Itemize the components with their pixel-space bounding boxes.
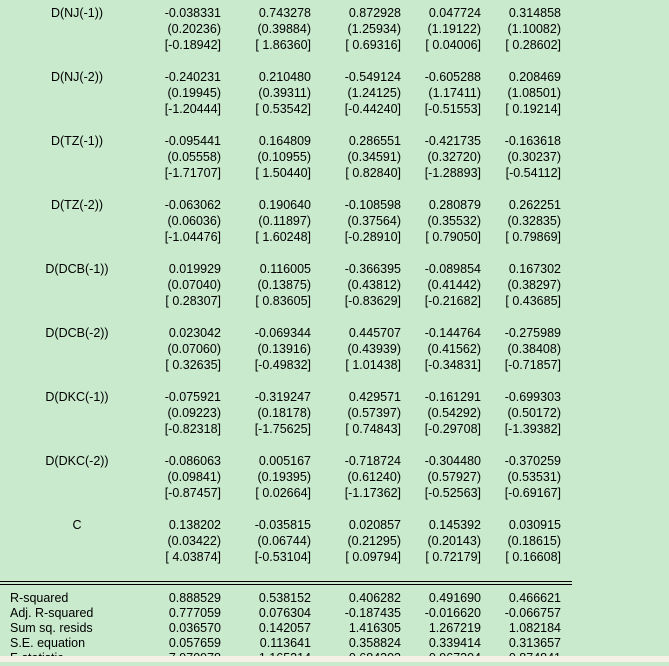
std-error-value: (0.13875): [257, 278, 311, 292]
coefficient-value: -0.366395: [344, 262, 401, 276]
t-statistic-value: [ 0.53542]: [255, 102, 311, 116]
t-statistic-value: [-0.52563]: [424, 486, 481, 500]
t-statistic-value: [-0.21682]: [424, 294, 481, 308]
coefficient-block: [0, 453, 669, 501]
block-values: [131, 517, 669, 565]
coefficient-value: 0.116005: [259, 262, 311, 276]
std-error-value: (0.05558): [167, 150, 221, 164]
t-statistic-value: [-0.44240]: [344, 102, 401, 116]
coefficient-value: 0.280879: [428, 198, 481, 212]
summary-value: 0.036570: [168, 621, 221, 635]
coefficient-value: -0.605288: [424, 70, 481, 84]
row-label: D(TZ(-2)): [50, 198, 104, 212]
summary-value: 0.313657: [508, 636, 561, 650]
coefficient-value: 0.429571: [348, 390, 401, 404]
coefficient-value: 0.030915: [508, 518, 561, 532]
t-statistic-value: [ 0.19214]: [505, 102, 561, 116]
coefficient-value: 0.164809: [258, 134, 311, 148]
std-error-value: (1.24125): [347, 86, 401, 100]
summary-value: 1.082184: [508, 621, 561, 635]
t-statistic-value: [ 0.82840]: [345, 166, 401, 180]
coefficient-block: [0, 197, 669, 245]
t-statistic-value: [-1.39382]: [504, 422, 561, 436]
coefficient-value: -0.304480: [424, 454, 481, 468]
std-error-value: (0.06036): [167, 214, 221, 228]
std-error-value: (0.37564): [347, 214, 401, 228]
summary-value: 0.113641: [259, 636, 311, 650]
t-statistic-value: [ 0.79869]: [505, 230, 561, 244]
t-statistic-value: [ 1.86360]: [255, 38, 311, 52]
t-statistic-value: [ 1.50440]: [255, 166, 311, 180]
row-label: D(DCB(-2)): [45, 326, 109, 340]
std-error-value: (0.20143): [427, 534, 481, 548]
t-statistic-value: [ 0.32635]: [165, 358, 221, 372]
summary-value: 0.142057: [258, 621, 311, 635]
t-statistic-value: [ 0.72179]: [425, 550, 481, 564]
coefficient-value: 0.023042: [168, 326, 221, 340]
t-statistic-value: [-0.69167]: [504, 486, 561, 500]
std-error-value: (0.35532): [427, 214, 481, 228]
summary-values: [131, 621, 669, 636]
summary-value: -0.016620: [424, 606, 481, 620]
coefficient-value: 0.190640: [258, 198, 311, 212]
t-statistic-value: [-0.87457]: [164, 486, 221, 500]
std-error-value: (0.09223): [167, 406, 221, 420]
std-error-value: (0.57397): [347, 406, 401, 420]
summary-label: Sum sq. resids: [10, 621, 93, 635]
t-statistic-value: [-1.17362]: [344, 486, 401, 500]
std-error-value: (0.20236): [167, 22, 221, 36]
t-statistic-value: [-0.82318]: [164, 422, 221, 436]
summary-value: 0.358824: [348, 636, 401, 650]
coefficient-value: -0.089854: [424, 262, 481, 276]
summary-value: 1.416305: [348, 621, 401, 635]
t-statistic-value: [ 4.03874]: [165, 550, 221, 564]
window-edge: [0, 656, 669, 662]
t-statistic-value: [ 0.28602]: [505, 38, 561, 52]
t-statistic-value: [-0.29708]: [424, 422, 481, 436]
summary-values: [131, 636, 669, 651]
std-error-value: (0.13916): [257, 342, 311, 356]
std-error-value: (0.06744): [257, 534, 311, 548]
coefficient-value: 0.047724: [428, 6, 481, 20]
std-error-value: (0.19945): [167, 86, 221, 100]
separator-double-line: [0, 581, 572, 585]
coefficient-value: -0.144764: [424, 326, 481, 340]
summary-value: 0.491690: [428, 591, 481, 605]
summary-value: -0.066757: [504, 606, 561, 620]
summary-label: R-squared: [10, 591, 69, 605]
coefficient-value: 0.138202: [168, 518, 221, 532]
coefficient-value: 0.020857: [348, 518, 401, 532]
coefficient-block: [0, 389, 669, 437]
std-error-value: (0.32835): [507, 214, 561, 228]
summary-label: Adj. R-squared: [10, 606, 94, 620]
std-error-value: (0.10955): [257, 150, 311, 164]
t-statistic-value: [ 0.04006]: [425, 38, 481, 52]
std-error-value: (0.19395): [257, 470, 311, 484]
std-error-value: (0.18615): [507, 534, 561, 548]
std-error-value: (0.50172): [507, 406, 561, 420]
coefficient-value: 0.145392: [428, 518, 481, 532]
coefficient-block: [0, 261, 669, 309]
block-values: [131, 133, 669, 181]
coefficient-value: -0.075921: [164, 390, 221, 404]
coefficient-block: [0, 325, 669, 373]
std-error-value: (0.07060): [167, 342, 221, 356]
std-error-value: (0.43812): [347, 278, 401, 292]
row-label: D(DKC(-2)): [45, 454, 109, 468]
coefficient-value: 0.314858: [508, 6, 561, 20]
row-label: D(NJ(-1)): [50, 6, 104, 20]
coefficient-value: -0.108598: [344, 198, 401, 212]
std-error-value: (0.11897): [258, 214, 311, 228]
t-statistic-value: [-0.71857]: [504, 358, 561, 372]
summary-value: 0.777059: [168, 606, 221, 620]
summary-row: [0, 606, 669, 621]
t-statistic-value: [-0.83629]: [344, 294, 401, 308]
coefficient-block: [0, 5, 669, 53]
t-statistic-value: [ 1.60248]: [255, 230, 311, 244]
t-statistic-value: [-1.04476]: [164, 230, 221, 244]
std-error-value: (0.07040): [167, 278, 221, 292]
row-label: C: [72, 518, 82, 532]
t-statistic-value: [ 1.01438]: [345, 358, 401, 372]
t-statistic-value: [ 0.16608]: [505, 550, 561, 564]
summary-value: 0.538152: [258, 591, 311, 605]
summary-values: [131, 591, 669, 606]
t-statistic-value: [ 0.69316]: [345, 38, 401, 52]
std-error-value: (1.10082): [507, 22, 561, 36]
std-error-value: (0.38297): [507, 278, 561, 292]
std-error-value: (0.21295): [347, 534, 401, 548]
std-error-value: (0.30237): [507, 150, 561, 164]
t-statistic-value: [ 0.43685]: [505, 294, 561, 308]
summary-value: -0.187435: [344, 606, 401, 620]
std-error-value: (0.41442): [427, 278, 481, 292]
block-values: [131, 261, 669, 309]
summary-value: 1.267219: [428, 621, 481, 635]
coefficient-value: -0.035815: [254, 518, 311, 532]
coefficient-value: -0.095441: [164, 134, 221, 148]
summary-label: S.E. equation: [10, 636, 86, 650]
block-values: [131, 69, 669, 117]
std-error-value: (1.19122): [427, 22, 481, 36]
t-statistic-value: [-1.28893]: [424, 166, 481, 180]
coefficient-value: -0.163618: [504, 134, 561, 148]
block-values: [131, 325, 669, 373]
summary-row: [0, 591, 669, 606]
coefficient-value: -0.069344: [254, 326, 311, 340]
std-error-value: (0.41562): [427, 342, 481, 356]
std-error-value: (0.32720): [427, 150, 481, 164]
row-label: D(DKC(-1)): [45, 390, 109, 404]
coefficient-block: [0, 133, 669, 181]
t-statistic-value: [-0.51553]: [424, 102, 481, 116]
coefficient-value: 0.286551: [348, 134, 401, 148]
coefficient-block: [0, 517, 669, 565]
t-statistic-value: [-1.71707]: [164, 166, 221, 180]
t-statistic-value: [ 0.79050]: [425, 230, 481, 244]
std-error-value: (0.57927): [427, 470, 481, 484]
t-statistic-value: [-0.28910]: [344, 230, 401, 244]
coefficient-value: -0.275989: [504, 326, 561, 340]
coefficient-value: 0.167302: [508, 262, 561, 276]
std-error-value: (0.18178): [257, 406, 311, 420]
block-values: [131, 5, 669, 53]
coefficient-value: -0.240231: [164, 70, 221, 84]
t-statistic-value: [-0.18942]: [164, 38, 221, 52]
coefficient-value: -0.319247: [254, 390, 311, 404]
coefficient-section: [0, 5, 669, 565]
coefficient-value: -0.549124: [344, 70, 401, 84]
std-error-value: (0.39884): [257, 22, 311, 36]
coefficient-value: -0.161291: [424, 390, 481, 404]
std-error-value: (0.43939): [347, 342, 401, 356]
coefficient-value: 0.208469: [508, 70, 561, 84]
block-values: [131, 197, 669, 245]
coefficient-value: 0.445707: [348, 326, 401, 340]
summary-value: 0.339414: [428, 636, 481, 650]
std-error-value: (0.03422): [167, 534, 221, 548]
coefficient-value: 0.743278: [258, 6, 311, 20]
coefficient-value: 0.262251: [508, 198, 561, 212]
coefficient-value: 0.005167: [258, 454, 311, 468]
t-statistic-value: [-0.34831]: [424, 358, 481, 372]
t-statistic-value: [-0.49832]: [254, 358, 311, 372]
std-error-value: (0.34591): [347, 150, 401, 164]
summary-value: 0.076304: [258, 606, 311, 620]
t-statistic-value: [ 0.09794]: [345, 550, 401, 564]
coefficient-value: -0.718724: [344, 454, 401, 468]
coefficient-value: 0.210480: [258, 70, 311, 84]
summary-statistics-section: [0, 591, 669, 666]
coefficient-value: -0.038331: [164, 6, 221, 20]
coefficient-value: -0.063062: [164, 198, 221, 212]
row-label: D(DCB(-1)): [45, 262, 109, 276]
std-error-value: (1.25934): [347, 22, 401, 36]
std-error-value: (1.17411): [428, 86, 481, 100]
summary-values: [131, 606, 669, 621]
summary-value: 0.888529: [168, 591, 221, 605]
std-error-value: (0.61240): [347, 470, 401, 484]
t-statistic-value: [-1.20444]: [164, 102, 221, 116]
coefficient-value: -0.086063: [164, 454, 221, 468]
t-statistic-value: [ 0.28307]: [165, 294, 221, 308]
std-error-value: (0.53531): [507, 470, 561, 484]
t-statistic-value: [-0.54112]: [505, 166, 561, 180]
coefficient-value: 0.019929: [168, 262, 221, 276]
std-error-value: (0.54292): [427, 406, 481, 420]
t-statistic-value: [-0.53104]: [254, 550, 311, 564]
summary-row: [0, 636, 669, 651]
row-label: D(NJ(-2)): [50, 70, 104, 84]
summary-row: [0, 621, 669, 636]
t-statistic-value: [ 0.02664]: [255, 486, 311, 500]
t-statistic-value: [ 0.83605]: [255, 294, 311, 308]
coefficient-value: 0.872928: [348, 6, 401, 20]
summary-value: 0.466621: [508, 591, 561, 605]
summary-value: 0.057659: [168, 636, 221, 650]
std-error-value: (0.09841): [167, 470, 221, 484]
summary-value: 0.406282: [348, 591, 401, 605]
block-values: [131, 389, 669, 437]
row-label: D(TZ(-1)): [50, 134, 104, 148]
std-error-value: (1.08501): [507, 86, 561, 100]
coefficient-value: -0.370259: [504, 454, 561, 468]
coefficient-value: -0.699303: [504, 390, 561, 404]
block-values: [131, 453, 669, 501]
t-statistic-value: [-1.75625]: [254, 422, 311, 436]
t-statistic-value: [ 0.74843]: [345, 422, 401, 436]
std-error-value: (0.38408): [507, 342, 561, 356]
coefficient-block: [0, 69, 669, 117]
std-error-value: (0.39311): [258, 86, 311, 100]
coefficient-value: -0.421735: [424, 134, 481, 148]
